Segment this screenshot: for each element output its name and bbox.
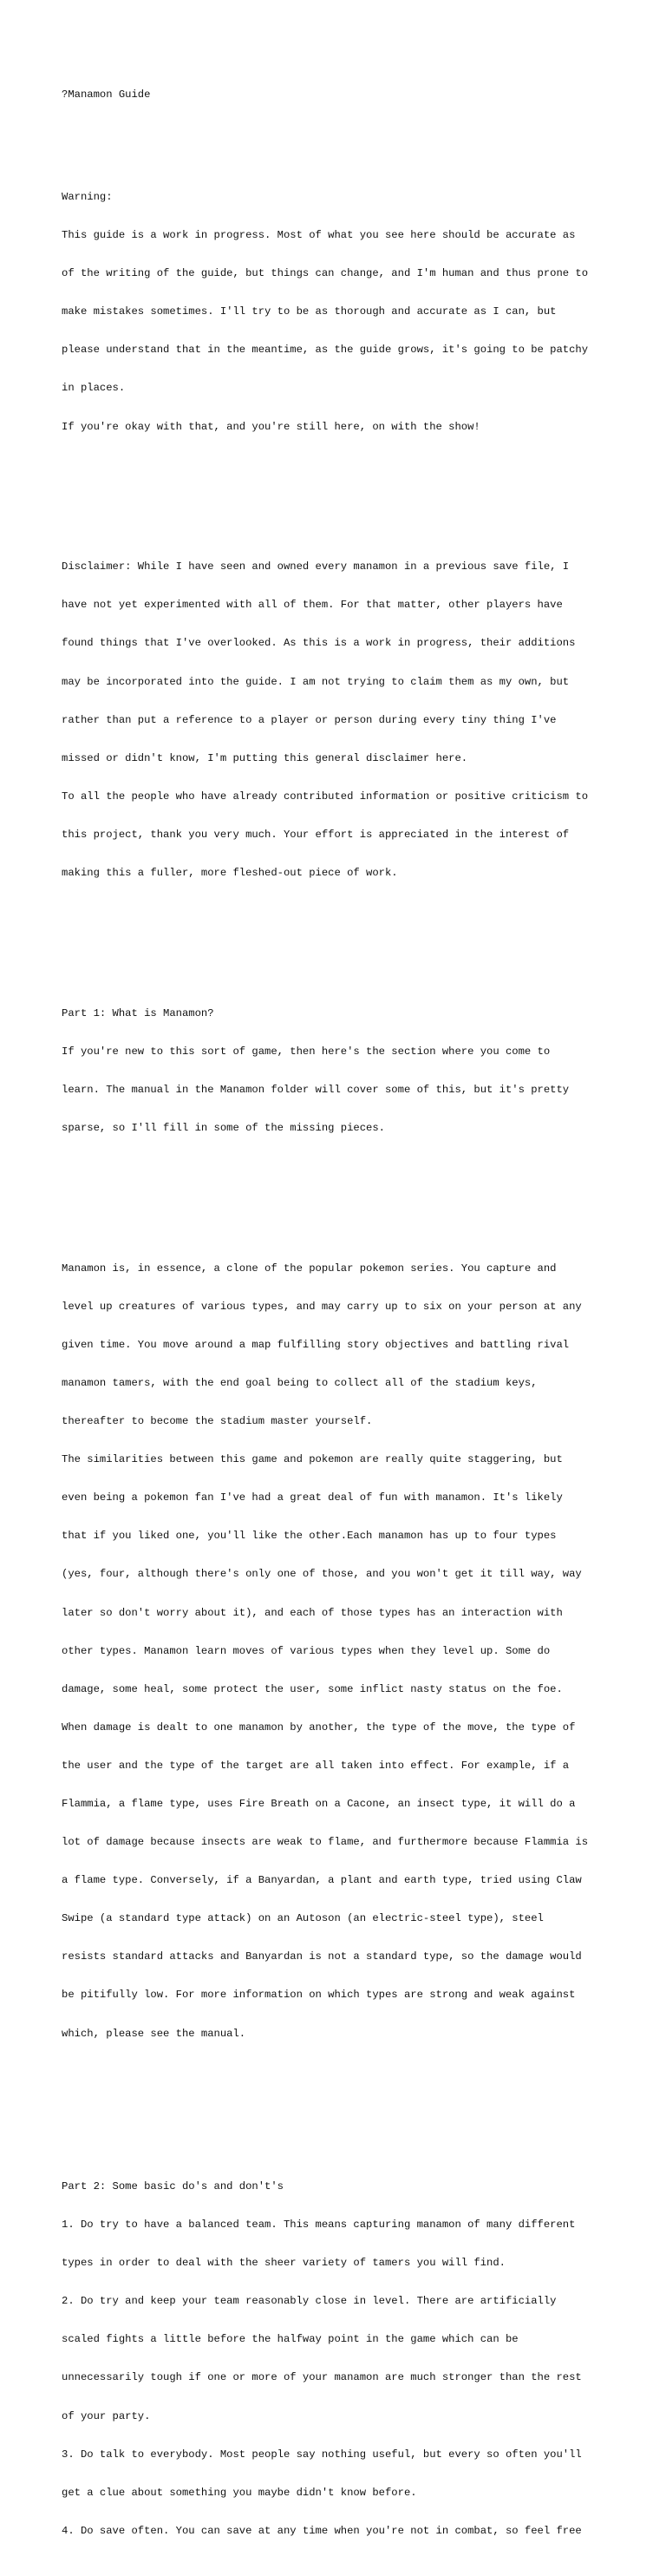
part2-line: get a clue about something you maybe didn't know before. [62,2486,417,2499]
part1-body-line: that if you liked one, you'll like the other.Each manamon has up to four types [62,1530,557,1543]
part2-line: 1. Do try to have a balanced team. This means capturing manamon of many different [62,2219,576,2232]
part1-body-line: which, please see the manual. [62,2027,246,2040]
part1-body-line: (yes, four, although there's only one of those, and you won't get it till way, way [62,1568,582,1581]
guide-document [62,63,634,2576]
part1-intro-line: sparse, so I'll fill in some of the missing pieces. [62,1122,385,1134]
warning-line: This guide is a work in progress. Most of what you see here should be accurate as [62,229,576,242]
part1-body-line: the user and the type of the target are all taken into effect. For example, if a [62,1759,570,1772]
part2-section [62,2155,634,2563]
part1-body-line: The similarities between this game and pokemon are really quite staggering, but [62,1453,563,1466]
part1-heading: Part 1: What is Manamon? [62,1006,214,1019]
part1-body-line: Flammia, a flame type, uses Fire Breath on a Cacone, an insect type, it will do a [62,1798,576,1811]
part1-body-line: manamon tamers, with the end goal being to collect all of the stadium keys, [62,1376,538,1389]
part1-body-line: Manamon is, in essence, a clone of the popular pokemon series. You capture and [62,1262,557,1275]
warning-line: in places. [62,382,126,395]
disclaimer-line: may be incorporated into the guide. I am not trying to claim them as my own, but [62,675,570,688]
part2-line: 2. Do try and keep your team reasonably close in level. There are artificially [62,2295,557,2308]
part1-body-line: level up creatures of various types, and may carry up to six on your person at any [62,1300,582,1313]
part1-body-line: When damage is dealt to one manamon by another, the type of the move, the type of [62,1721,576,1734]
disclaimer-line: making this a fuller, more fleshed-out piece of work. [62,867,398,880]
part1-body-line: resists standard attacks and Banyardan is not a standard type, so the damage would [62,1950,582,1963]
part1-body-line: Swipe (a standard type attack) on an Autoson (an electric-steel type), steel [62,1912,544,1925]
warning-line: make mistakes sometimes. I'll try to be as thorough and accurate as I can, but [62,305,557,318]
part1-body-line: a flame type. Conversely, if a Banyardan, a plant and earth type, tried using Claw [62,1874,582,1887]
disclaimer-section [62,535,634,905]
part1-intro-section [62,981,634,1160]
part1-body-line: later so don't worry about it), and each of those types has an interaction with [62,1606,563,1619]
part2-heading: Part 2: Some basic do's and don't's [62,2179,284,2193]
part1-body-line: lot of damage because insects are weak to flame, and furthermore because Flammia is [62,1836,589,1849]
part2-line: unnecessarily tough if one or more of your manamon are much stronger than the rest [62,2371,582,2384]
disclaimer-line: To all the people who have already contributed information or positive criticism to [62,790,589,803]
warning-line: If you're okay with that, and you're still here, on with the show! [62,420,480,433]
part2-line: types in order to deal with the sheer variety of tamers you will find. [62,2257,506,2270]
part1-intro-line: learn. The manual in the Manamon folder will cover some of this, but it's pretty [62,1083,570,1096]
disclaimer-line: have not yet experimented with all of them. For that matter, other players have [62,599,563,612]
part2-line: 4. Do save often. You can save at any time when you're not in combat, so feel free [62,2524,582,2537]
disclaimer-line: found things that I've overlooked. As this is a work in progress, their additions [62,637,576,650]
warning-section [62,166,634,459]
disclaimer-line: this project, thank you very much. Your effort is appreciated in the interest of [62,828,570,841]
part1-body-line: given time. You move around a map fulfilling story objectives and battling rival [62,1338,570,1351]
warning-line: please understand that in the meantime, as the guide grows, it's going to be patchy [62,344,589,357]
part1-body-line: be pitifully low. For more information on which types are strong and weak against [62,1989,576,2002]
document-title: ?Manamon Guide [62,88,151,102]
part1-body-line: damage, some heal, some protect the user, some inflict nasty status on the foe. [62,1682,563,1695]
disclaimer-line: Disclaimer: While I have seen and owned every manamon in a previous save file, I [62,560,570,574]
part1-body-line: other types. Manamon learn moves of various types when they level up. Some do [62,1644,551,1657]
part1-body-line: even being a pokemon fan I've had a great deal of fun with manamon. It's likely [62,1491,563,1504]
part2-line: 3. Do talk to everybody. Most people say nothing useful, but every so often you'll [62,2448,582,2461]
part1-body-section [62,1236,634,2065]
warning-line: Warning: [62,191,113,203]
part1-intro-line: If you're new to this sort of game, then here's the section where you come to [62,1045,551,1058]
disclaimer-line: rather than put a reference to a player or person during every tiny thing I've [62,713,557,726]
part1-body-line: thereafter to become the stadium master yourself. [62,1415,373,1428]
warning-line: of the writing of the guide, but things can change, and I'm human and thus prone to [62,267,589,280]
part2-line: of your party. [62,2409,151,2422]
disclaimer-line: missed or didn't know, I'm putting this general disclaimer here. [62,751,468,764]
part2-line: scaled fights a little before the halfway point in the game which can be [62,2333,519,2346]
